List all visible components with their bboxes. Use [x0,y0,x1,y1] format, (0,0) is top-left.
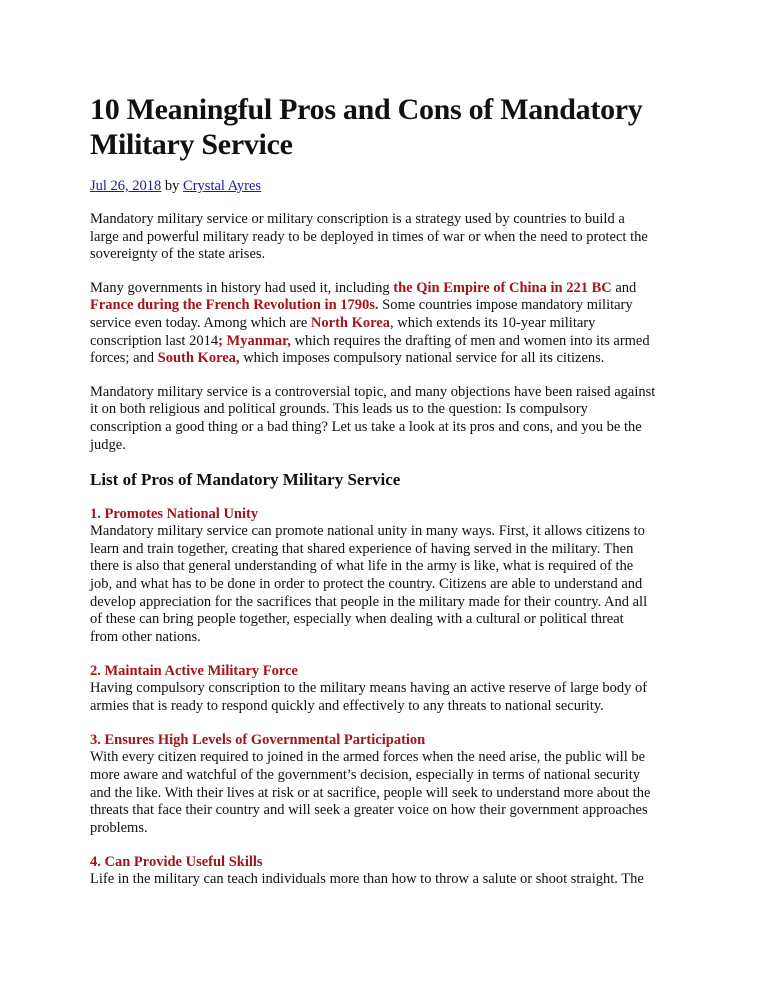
text-line: problems. [90,819,148,836]
text-line [90,384,690,402]
text-segment: and [611,279,637,296]
pro-body [90,749,690,837]
highlighted-text: France during the French Revolution in 1790s. [90,297,379,314]
text-line: threats that face their country and will seek a greater voice on how their government approaches [90,802,648,819]
text-line: develop appreciation for the sacrifices that people in the military made for their country. And all [90,593,648,610]
text-line: from other nations. [90,628,201,645]
text-segment: , which extends its 10-year military [390,314,596,331]
text-line [90,297,690,315]
text-segment: Mandatory military service is a controversial topic, and many objections have been raised against [90,383,656,400]
text-line [90,401,690,419]
pro-body [90,680,690,715]
pro-heading: 4. Can Provide Useful Skills [90,854,263,871]
article-title [90,92,690,162]
intro-section [90,211,690,454]
text-line [90,350,690,368]
article-meta [90,177,690,195]
text-segment: it on both religious and political grounds. This leads us to the question: Is compulsory [90,401,588,418]
pro-item [90,662,690,715]
text-line [90,419,690,437]
title-line: Military Service [90,128,293,161]
pro-item [90,853,690,889]
text-line: armies that is ready to respond quickly and effectively to any threats to national security. [90,697,604,714]
text-line: With every citizen required to joined in the armed forces when the need arise, the public will be [90,749,646,766]
text-segment: judge. [90,436,126,453]
text-line: and the like. With their lives at risk or at sacrifice, people will seek to understand more about the [90,784,651,801]
pro-item [90,731,690,837]
highlighted-text: the Qin Empire of China in 221 BC [393,279,612,296]
text-line: learn and train together, creating that shared experience of having served in the military. Then [90,540,634,557]
by-label: by [164,178,180,194]
pro-body [90,523,690,646]
text-segment: sovereignty of the state arises. [90,246,266,263]
pros-heading: List of Pros of Mandatory Military Service [90,470,401,490]
text-line: job, and what has to be done in order to protect the country. Citizens are able to understand and [90,575,643,592]
highlighted-text: South Korea, [157,350,240,367]
text-line: more aware and watchful of the government’s decision, especially in terms of national security [90,767,641,784]
pro-heading: 1. Promotes National Unity [90,506,259,523]
text-segment: forces; and [90,350,158,367]
pros-list [90,505,690,889]
highlighted-text: North Korea [310,314,390,331]
text-segment: Some countries impose mandatory military [378,297,633,314]
text-segment: Many governments in history had used it, including [90,279,394,296]
text-line: Having compulsory conscription to the military means having an active reserve of large body of [90,680,648,697]
text-segment: which imposes compulsory national service for all its citizens. [239,350,605,367]
text-line: Life in the military can teach individuals more than how to throw a salute or shoot straight. The [90,871,644,888]
text-line [90,315,690,333]
paragraph [90,280,690,368]
text-line: Mandatory military service can promote national unity in many ways. First, it allows citizens to [90,523,645,540]
text-line: there is also that general understanding of what life in the army is like, what is required of the [90,558,634,575]
title-line: 10 Meaningful Pros and Cons of Mandatory [90,93,643,126]
date-link[interactable]: Jul 26, 2018 [90,178,162,194]
text-segment: conscription last 2014 [90,332,219,349]
text-segment: which requires the drafting of men and women into its armed [290,332,650,349]
text-line [90,229,690,247]
text-segment: conscription a good thing or a bad thing? Let us take a look at its pros and cons, and you be the [90,418,642,435]
text-segment: service even today. Among which are [90,314,311,331]
text-segment: large and powerful military ready to be deployed in times of war or when the need to protect the [90,228,648,245]
text-line [90,280,690,298]
text-line [90,246,690,264]
text-line [90,437,690,455]
paragraph [90,211,690,264]
highlighted-text: ; Myanmar, [218,332,291,349]
text-line [90,333,690,351]
text-line [90,211,690,229]
pro-item [90,505,690,646]
text-segment: Mandatory military service or military conscription is a strategy used by countries to build a [90,211,625,227]
pro-heading: 3. Ensures High Levels of Governmental Participation [90,732,426,749]
author-link[interactable]: Crystal Ayres [183,178,262,194]
pro-heading: 2. Maintain Active Military Force [90,663,298,680]
text-line: of these can bring people together, especially when dealing with a cultural or political threat [90,611,624,628]
pro-body [90,871,690,889]
paragraph [90,384,690,454]
